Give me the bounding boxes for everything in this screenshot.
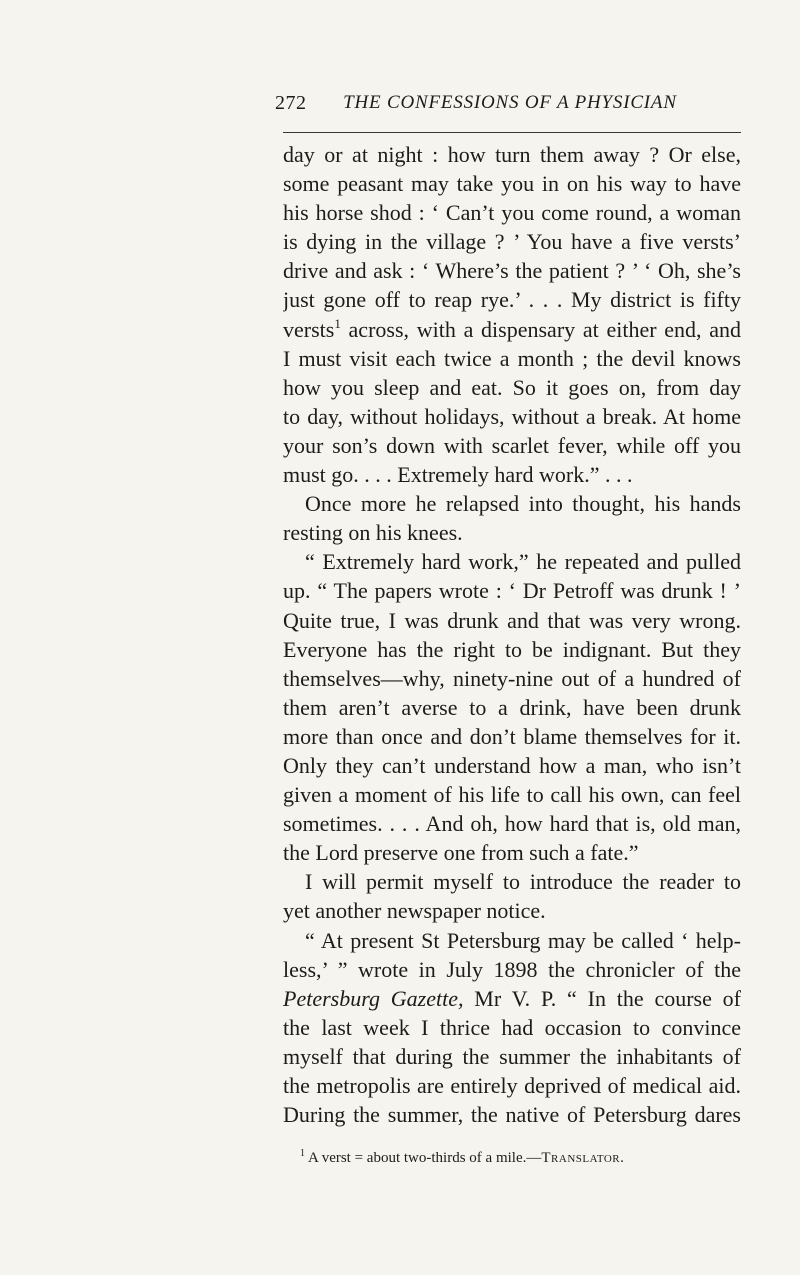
body-text: [283, 140, 741, 1129]
text-line: his horse shod : ‘ Can’t you come round, a woman: [283, 200, 741, 226]
text-line: themselves—why, ninety-nine out of a hundred of: [283, 665, 741, 691]
text-line: I must visit each twice a month ; the devil knows: [283, 345, 741, 371]
footnote-attribution: Translator.: [541, 1150, 625, 1166]
text-line: yet another newspaper notice.: [283, 898, 546, 924]
footnote-marker: 1: [300, 1148, 305, 1159]
footnote-reference: 1: [334, 315, 341, 331]
text-line: up. “ The papers wrote : ‘ Dr Petroff was drunk ! ’: [283, 578, 741, 604]
text-line: given a moment of his life to call his own, can feel: [283, 782, 741, 808]
paragraph-start-line: “ Extremely hard work,” he repeated and pulled: [305, 549, 741, 575]
text-fragment: Mr V. P. “ In the course of: [474, 985, 741, 1011]
paragraph-start-line: Once more he relapsed into thought, his hands: [305, 491, 741, 517]
text-line: During the summer, the native of Petersburg dares: [283, 1102, 741, 1128]
paragraph-start-line: “ At present St Petersburg may be called ‘ help-: [305, 927, 741, 953]
text-line: your son’s down with scarlet fever, while off you: [283, 432, 741, 458]
running-title: THE CONFESSIONS OF A PHYSICIAN: [343, 92, 677, 113]
text-line: them aren’t averse to a drink, have been drunk: [283, 694, 741, 720]
text-line: Only they can’t understand how a man, who isn’t: [283, 752, 741, 778]
text-fragment: versts: [283, 316, 335, 342]
footnote-text: A verst = about two-thirds of a mile.—: [307, 1150, 542, 1166]
text-line: the last week I thrice had occasion to convince: [283, 1014, 741, 1040]
text-line: myself that during the summer the inhabitants of: [283, 1043, 741, 1069]
text-line: is dying in the village ? ’ You have a five versts’: [283, 229, 741, 255]
text-line: just gone off to reap rye.’ . . . My district is fifty: [283, 287, 741, 313]
text-line: Everyone has the right to be indignant. But they: [283, 636, 741, 662]
text-line: drive and ask : ‘ Where’s the patient ? ’ ‘ Oh, she’s: [283, 258, 741, 284]
text-line: some peasant may take you in on his way to have: [283, 171, 741, 197]
text-fragment: across, with a dispensary at either end, and: [348, 316, 741, 342]
text-line: sometimes. . . . And oh, how hard that is, old man,: [283, 811, 741, 837]
text-line: to day, without holidays, without a break. At home: [283, 403, 741, 429]
text-line: resting on his knees.: [283, 520, 463, 546]
text-line: less,’ ” wrote in July 1898 the chronicler of the: [283, 956, 741, 982]
text-line: how you sleep and eat. So it goes on, from day: [283, 374, 741, 400]
text-line: more than once and don’t blame themselves for it.: [283, 723, 741, 749]
text-line: Quite true, I was drunk and that was very wrong.: [283, 607, 741, 633]
text-line: [283, 315, 741, 344]
text-line: must go. . . . Extremely hard work.” . . .: [283, 462, 633, 488]
paragraph-start-line: I will permit myself to introduce the reader to: [305, 869, 741, 895]
footnote: [283, 1148, 741, 1168]
text-line: day or at night : how turn them away ? Or else,: [283, 142, 741, 167]
text-line: the metropolis are entirely deprived of medical aid.: [283, 1073, 741, 1098]
text-line: [283, 984, 741, 1013]
page-number: 272: [275, 92, 307, 114]
italic-title: Petersburg Gazette,: [283, 985, 464, 1011]
running-head: [275, 92, 745, 122]
header-rule: [283, 132, 741, 133]
text-line: the Lord preserve one from such a fate.”: [283, 840, 639, 866]
